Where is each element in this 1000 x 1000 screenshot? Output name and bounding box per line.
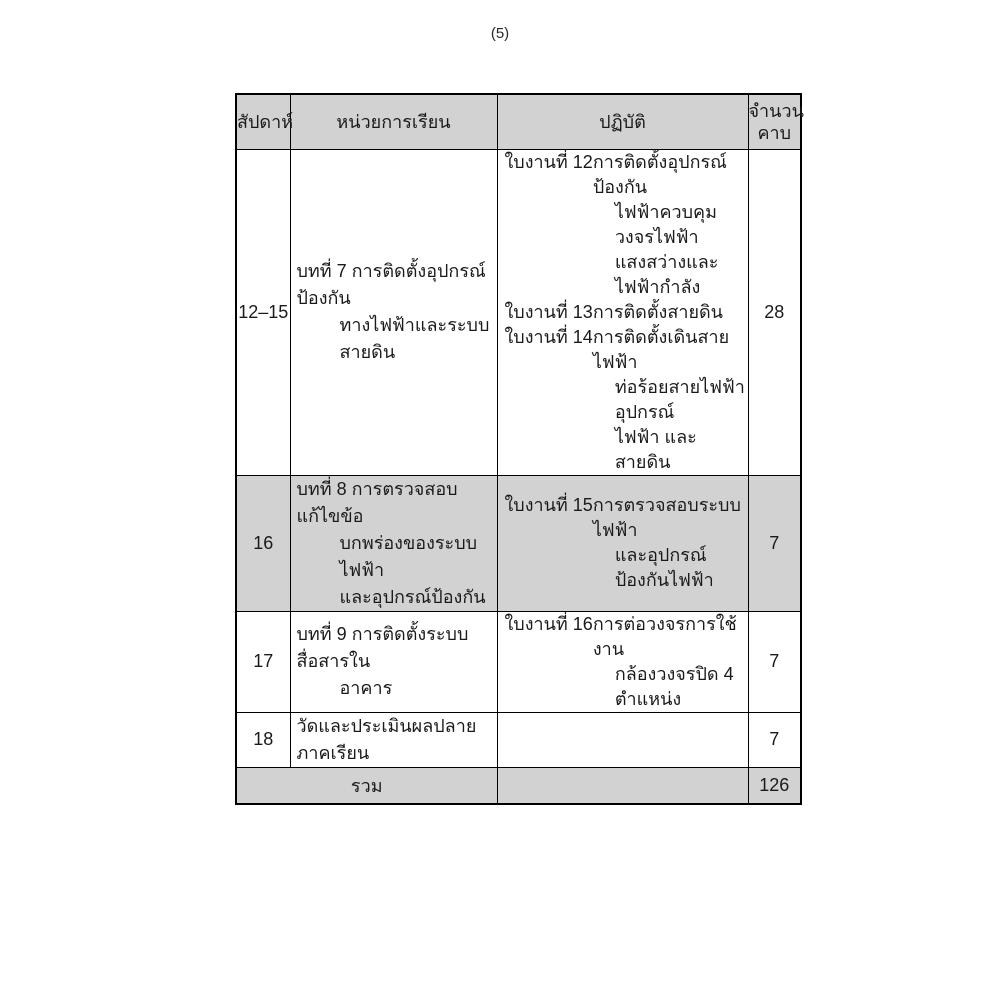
unit-cell <box>290 149 497 475</box>
unit-cell <box>290 611 497 712</box>
header-periods-line2: คาบ <box>757 122 792 143</box>
worksheet-description: การตรวจสอบระบบไฟฟ้า และอุปกรณ์ป้องกันไฟฟ้า <box>592 495 741 590</box>
total-periods-cell: 126 <box>748 767 801 804</box>
periods-cell: 28 <box>748 149 801 475</box>
unit-line: บกพร่องของระบบไฟฟ้า <box>339 532 478 580</box>
table-row <box>236 149 801 475</box>
worksheet-label: ใบงานที่ 13 <box>504 301 593 322</box>
unit-line: ทางไฟฟ้าและระบบ <box>339 315 490 335</box>
table-total-row <box>236 767 801 804</box>
worksheet-entry <box>498 325 748 475</box>
unit-line: บทที่ 9 การติดตั้งระบบสื่อสารใน <box>296 624 469 671</box>
unit-line: อาคาร <box>339 678 393 698</box>
practice-cell <box>497 149 748 475</box>
worksheet-entry <box>498 612 748 712</box>
week-cell: 18 <box>236 712 290 767</box>
unit-line: บทที่ 8 การตรวจสอบแก้ไขข้อ <box>296 478 458 526</box>
worksheet-description: การติดตั้งเดินสายไฟฟ้า ท่อร้อยสายไฟฟ้า อุปกรณ์ ไฟฟ้า และสายดิน <box>592 326 745 472</box>
periods-cell: 7 <box>748 712 801 767</box>
unit-cell <box>290 712 497 767</box>
header-periods <box>748 94 804 149</box>
week-cell: 12–15 <box>236 149 290 475</box>
worksheet-description: การติดตั้งอุปกรณ์ป้องกัน ไฟฟ้าควบคุมวงจรไฟฟ้า แสงสว่างและไฟฟ้ากำลัง <box>592 151 727 297</box>
table-row <box>236 611 801 712</box>
worksheet-description: การต่อวงจรการใช้งาน กล้องวงจรปิด 4 ตำแหน่ง <box>592 613 737 709</box>
header-week: สัปดาห์ <box>236 94 290 149</box>
header-practice: ปฏิบัติ <box>497 94 748 149</box>
page-number: (5) <box>490 25 510 42</box>
periods-cell: 7 <box>748 611 801 712</box>
periods-cell: 7 <box>748 475 801 611</box>
unit-line: วัดและประเมินผลปลายภาคเรียน <box>296 715 477 763</box>
worksheet-description: การติดตั้งสายดิน <box>592 301 723 322</box>
worksheet-entry <box>498 300 748 325</box>
unit-line: สายดิน <box>339 342 396 362</box>
worksheet-label: ใบงานที่ 15 <box>504 495 593 515</box>
total-label-cell: รวม <box>236 767 497 804</box>
header-periods-line1: จำนวน <box>748 100 804 121</box>
unit-line: และอุปกรณ์ป้องกัน <box>339 586 486 607</box>
worksheet-label: ใบงานที่ 12 <box>504 151 593 172</box>
total-empty-cell <box>497 767 748 804</box>
worksheet-entry <box>498 493 748 593</box>
table-row <box>236 712 801 767</box>
practice-cell <box>497 611 748 712</box>
practice-cell <box>497 475 748 611</box>
week-cell: 17 <box>236 611 290 712</box>
course-schedule-table <box>235 93 802 805</box>
unit-line: บทที่ 7 การติดตั้งอุปกรณ์ป้องกัน <box>296 261 486 308</box>
table-header-row <box>236 94 801 149</box>
practice-cell <box>497 712 748 767</box>
worksheet-entry <box>498 150 748 300</box>
worksheet-label: ใบงานที่ 14 <box>504 326 593 347</box>
worksheet-label: ใบงานที่ 16 <box>504 613 593 634</box>
unit-cell <box>290 475 497 611</box>
table-row <box>236 475 801 611</box>
header-unit: หน่วยการเรียน <box>290 94 497 149</box>
week-cell: 16 <box>236 475 290 611</box>
